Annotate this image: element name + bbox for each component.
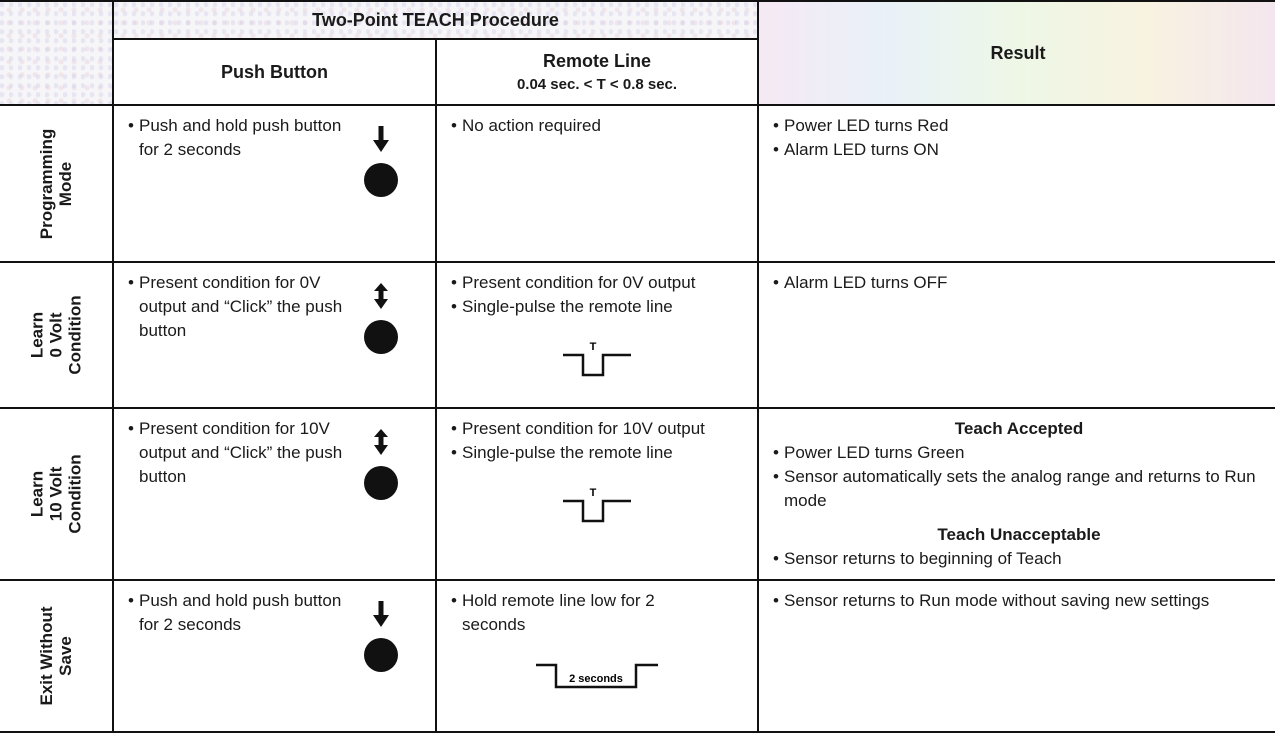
corner-cell [0,1,113,105]
list-item: • Power LED turns Green [773,441,1265,465]
remote-line-column-header [436,39,758,105]
list-item: • Sensor returns to beginning of Teach [773,547,1265,571]
push-button-cell [113,580,436,732]
table-row [0,580,1275,732]
procedure-title: Two-Point TEACH Procedure [113,1,758,39]
row-label-line: Exit Without [37,606,56,706]
remote-line-cell [436,105,758,262]
list-item: • Sensor automatically sets the analog range and returns to Run mode [773,465,1265,513]
row-label-line: Save [56,636,75,676]
table-row [0,105,1275,262]
list-item: • Sensor returns to Run mode without saving new settings [773,589,1265,613]
row-label-line: Learn [27,311,47,359]
list-item: • Single-pulse the remote line [451,295,745,319]
list-item: • Hold remote line low for 2 seconds [451,589,697,637]
list-item: • Power LED turns Red [773,114,1265,138]
row-label-line: 10 Volt [46,466,66,522]
arrow-down-button-icon [361,126,401,206]
remote-line-cell [436,262,758,408]
arrow-updown-button-icon [361,429,401,509]
pulse-label: 2 seconds [569,673,623,685]
list-item: • Present condition for 10V output and “Click” the push button [128,417,345,489]
push-button-cell [113,408,436,580]
list-item: • No action required [451,114,745,138]
single-pulse-waveform-icon [557,485,637,527]
row-label-line: Programming [37,128,56,239]
row-label-line: Condition [65,295,85,375]
list-item: • Push and hold push button for 2 seconds [128,114,345,162]
result-column-header: Result [758,1,1275,105]
result-cell [758,408,1275,580]
arrow-updown-button-icon [361,283,401,363]
result-cell [758,105,1275,262]
row-label-line: 0 Volt [46,312,66,358]
list-item: • Present condition for 0V output and “Click” the push button [128,271,345,343]
list-item: • Single-pulse the remote line [451,441,745,465]
row-label-exit-without-save [0,580,113,732]
remote-line-title: Remote Line [542,51,652,71]
teach-accepted-title: Teach Accepted [954,419,1084,438]
push-button-cell [113,262,436,408]
remote-line-cell [436,580,758,732]
list-item: • Alarm LED turns OFF [773,271,1265,295]
arrow-down-button-icon [361,601,401,681]
list-item: • Present condition for 0V output [451,271,745,295]
result-cell [758,262,1275,408]
pulse-label: T [589,487,597,499]
long-pulse-waveform-icon [532,657,662,697]
push-button-cell [113,105,436,262]
row-label-programming-mode [0,105,113,262]
list-item: • Present condition for 10V output [451,417,745,441]
row-label-line: Learn [27,470,47,518]
row-label-line: Mode [56,161,75,206]
row-label-learn-0-volt [0,262,113,408]
single-pulse-waveform-icon [557,339,637,381]
table-row [0,408,1275,580]
remote-line-cell [436,408,758,580]
list-item: • Push and hold push button for 2 seconds [128,589,345,637]
table-row [0,262,1275,408]
push-button-column-header: Push Button [113,39,436,105]
list-item: • Alarm LED turns ON [773,138,1265,162]
row-label-line: Condition [65,454,85,534]
teach-unacceptable-title: Teach Unacceptable [937,525,1101,544]
remote-line-timing: 0.04 sec. < T < 0.8 sec. [516,76,678,93]
result-cell [758,580,1275,732]
pulse-label: T [589,341,597,353]
row-label-learn-10-volt [0,408,113,580]
